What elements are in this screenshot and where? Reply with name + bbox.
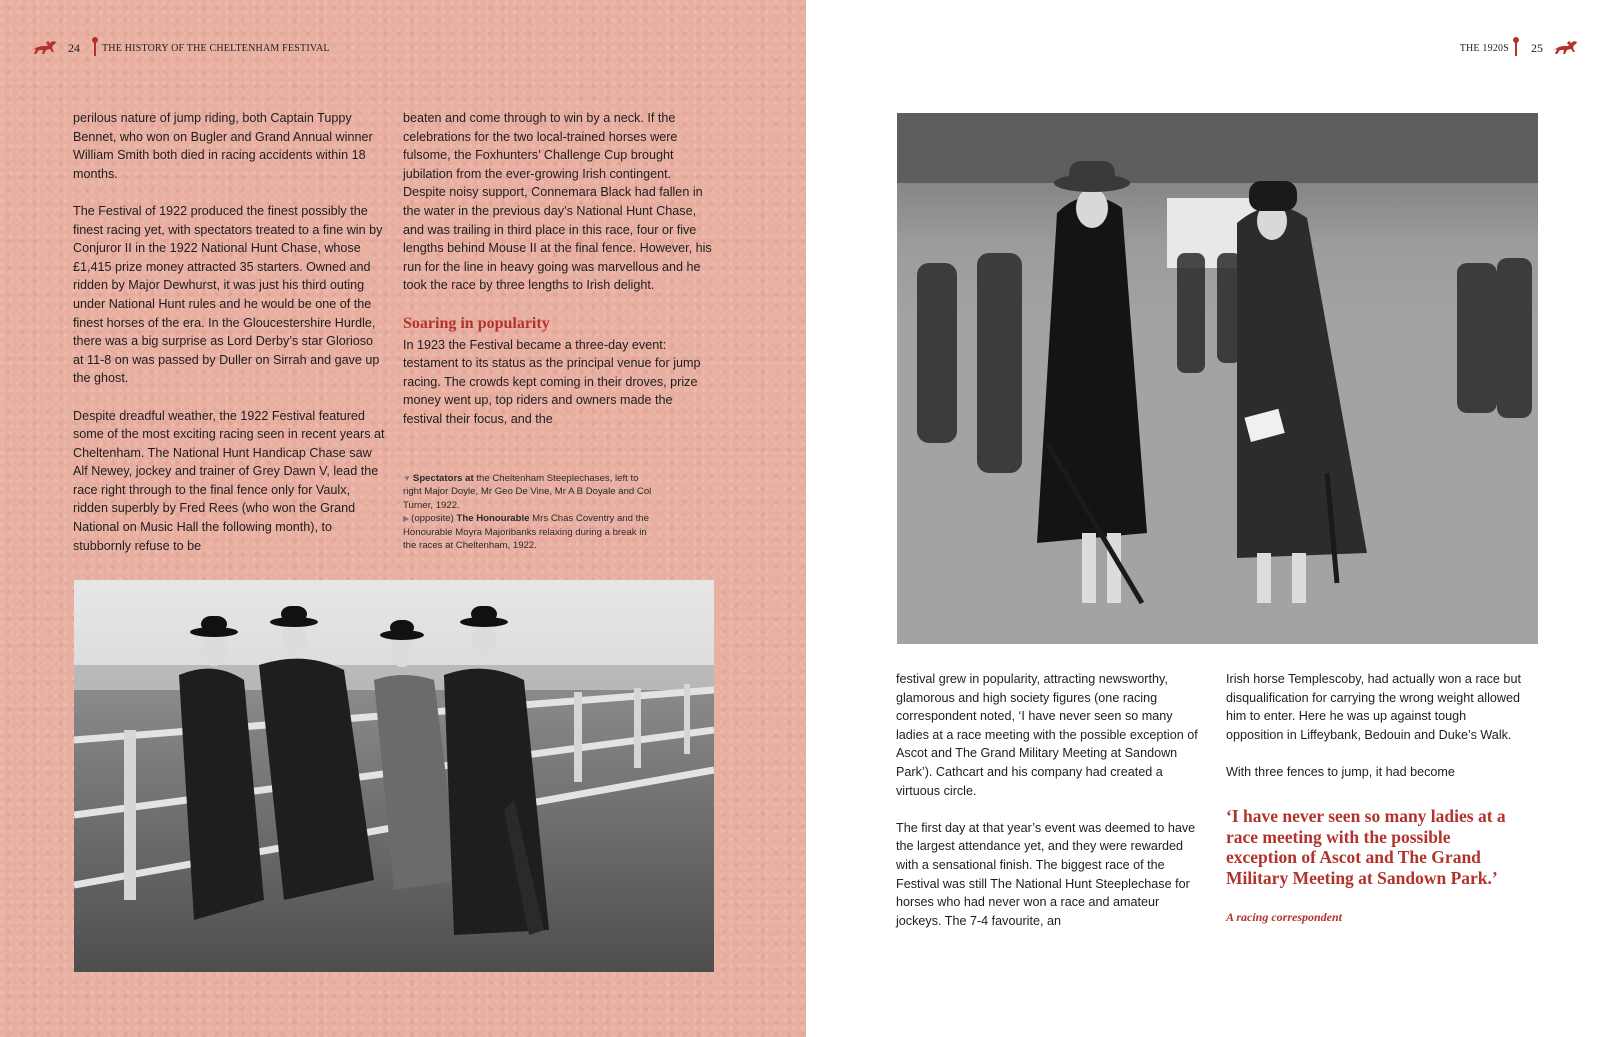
caption-prefix: (opposite) (411, 513, 457, 525)
ladies-photo-image (897, 113, 1538, 644)
caption-bold: The Honourable (456, 513, 530, 525)
left-page-header (30, 38, 330, 58)
left-column-2 (403, 109, 715, 429)
right-page-header (1460, 38, 1581, 58)
caption-line (403, 512, 653, 552)
paragraph: In 1923 the Festival became a three-day event: testament to its status as the principal venue for jump racing. The crowds kept coming in their droves, prize money went up, top riders and owners made the festival their focus, and the (403, 337, 701, 426)
paragraph: With three fences to jump, it had become (1226, 764, 1455, 779)
pull-quote: ‘I have never seen so many ladies at a race meeting with the possible exception of Ascot and The Grand Military Meeting at Sandown Park.’ (1226, 806, 1506, 888)
paragraph: The first day at that year’s event was deemed to have the largest attendance yet, and they were rewarded with a sensational finish. The biggest race of the Festival was still The National Hunt Steeplechase for horses who had never won a race and amateur jockeys. The 7-4 favourite, an (896, 820, 1196, 928)
spectators-photo-image (74, 580, 714, 972)
caption-line (403, 472, 653, 512)
paragraph: perilous nature of jump riding, both Captain Tuppy Bennet, who won on Bugler and Grand Annual winner William Smith both died in racing accidents within 18 months. (73, 111, 373, 181)
running-title: THE 1920S (1459, 42, 1509, 54)
header-divider (94, 40, 96, 56)
right-column-2 (1226, 670, 1526, 782)
header-divider (1515, 40, 1517, 56)
caption-bold: Spectators at (412, 473, 474, 484)
arrow-right-icon: ▶ (403, 514, 410, 524)
arrow-down-icon: ▼ (403, 474, 411, 483)
paragraph: Irish horse Templescoby, had actually won a race but disqualification for carrying the wrong weight allowed him to enter. Here he was up against tough opposition in Liffeybank, Bedouin and Duke’s Walk. (1226, 672, 1521, 742)
left-column-1 (73, 109, 385, 555)
racehorse-icon (30, 38, 60, 58)
photo-caption (403, 472, 653, 552)
right-column-1 (896, 670, 1208, 930)
page-number: 24 (68, 40, 80, 55)
page-number: 25 (1531, 40, 1543, 55)
caption-text: the Cheltenham Steeplechases, left to right Major Doyle, Mr Geo De Vine, Mr A B Doyale and Col Turner, 1922. (403, 473, 652, 511)
spectators-photo (74, 580, 714, 972)
subheading: Soaring in popularity (403, 314, 550, 332)
racehorse-icon (1551, 38, 1581, 58)
paragraph: Despite dreadful weather, the 1922 Festival featured some of the most exciting racing seen in recent years at Cheltenham. The National Hunt Handicap Chase saw Alf Newey, jockey and trainer of Grey Dawn V, lead the race right through to the final fence only for Vaulx, ridden superbly by Fred Rees (who won the Grand National on Music Hall the following month), to stubbornly refuse to be (73, 408, 385, 553)
ladies-photo (897, 113, 1538, 644)
paragraph: beaten and come through to win by a neck. If the celebrations for the two local-trained horses were fulsome, the Foxhunters’ Challenge Cup brought jubilation from the ever-growing Irish contingent. Despite noisy support, Connemara Black had fallen in the water in the previous day’s National Hunt Chase, and was trailing in third place in this race, four or five lengths behind Mouse II at the final fence. However, his run for the line in heavy going was marvellous and he took the race by three lengths to Irish delight. (403, 111, 712, 293)
quote-source: A racing correspondent (1226, 910, 1343, 924)
paragraph: The Festival of 1922 produced the finest possibly the finest racing yet, with spectators treated to a fine win by Conjuror II in the 1922 National Hunt Chase, whose £1,415 prize money attracted 35 starters. Owned and ridden by Major Dewhurst, it was just his third outing under National Hunt rules and he would be one of the finest horses of the era. In the Gloucestershire Hurdle, there was a big surprise as Lord Derby’s star Glorioso at 11-8 on was passed by Duller on Sirrah and gave up the ghost. (73, 203, 383, 386)
running-title: THE HISTORY OF THE CHELTENHAM FESTIVAL (102, 42, 330, 54)
paragraph: festival grew in popularity, attracting newsworthy, glamorous and high society figures (one racing correspondent noted, ‘I have never seen so many ladies at a race meeting with the possible exception of Ascot and The Grand Military Meeting at Sandown Park’). Cathcart and his company had created a virtuous circle. (896, 672, 1198, 798)
caption-text: Mrs Chas Coventry and the Honourable Moyra Majoribanks relaxing during a break in the races at Cheltenham, 1922. (403, 513, 649, 552)
